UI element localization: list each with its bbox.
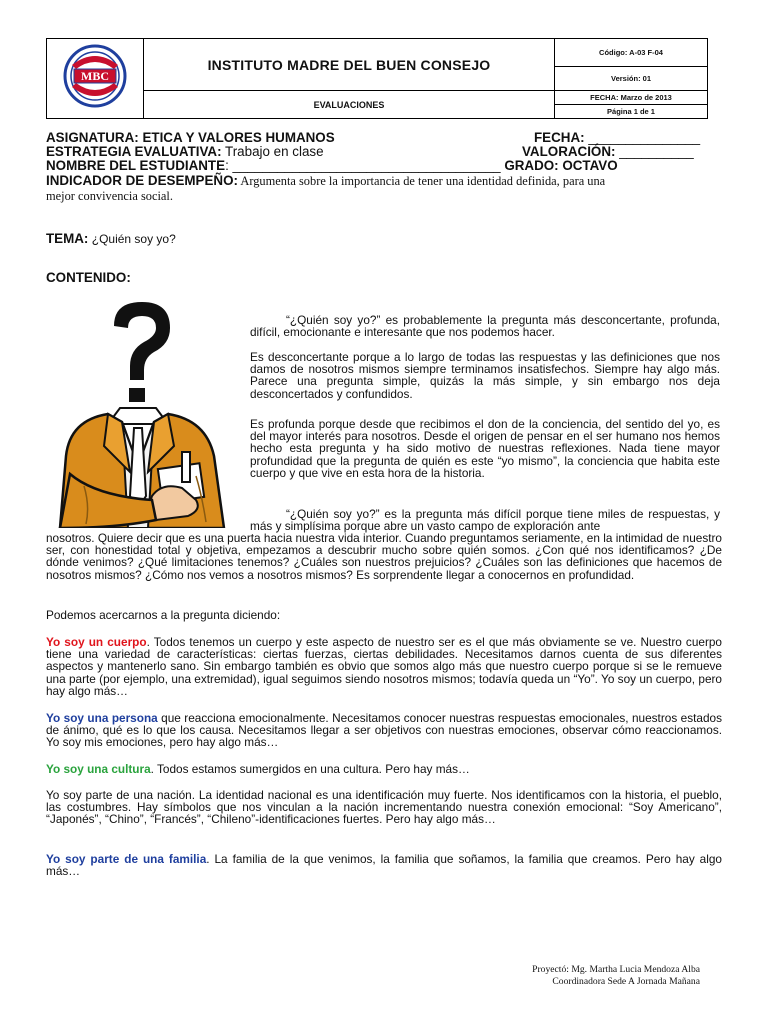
topic-value: ¿Quién soy yo? [88, 232, 176, 246]
date-label: FECHA: [534, 130, 585, 145]
student-name-line[interactable]: : ____________________________________ [225, 158, 501, 173]
question-head-illustration [56, 296, 236, 528]
coordinator-line: Coordinadora Sede A Jornada Mañana [552, 976, 700, 987]
paragraph-persona [46, 712, 722, 749]
grade-value-line[interactable]: __________ [615, 144, 694, 159]
paragraph-desconcertante: Es desconcertante porque a lo largo de todas las respuestas y las definiciones que nos damos de nosotros mismos siempre terminamos insatisfechos. Siempre hay algo más. Parece una pregunta simple, quizás la más simple, y sin embargo nos deja desconcertados y confundidos. [250, 350, 720, 401]
paragraph-puerta: nosotros. Quiere decir que es una puerta hacia nuestra vida interior. Cuando preguntamos seriamente, en la intimidad de nuestro ser, con honestidad total y objetiva, empezamos a descubrir mucho sobre quién somos. ¿Con qué nos identificamos? ¿De dónde venimos? ¿Qué limitaciones tenemos? ¿Cuáles son nuestros prejuicios? ¿Cuáles son las definiciones que hacemos de nosotros mismos? ¿Cómo nos vemos a nosotros mismos? Es sorprendente llegar a conocernos en profundidad. [46, 531, 722, 582]
subject-row [46, 131, 722, 145]
strategy-value: Trabajo en clase [221, 144, 324, 159]
indicator-text-continued: mejor convivencia social. [46, 189, 173, 203]
subject-label: ASIGNATURA: ETICA Y VALORES HUMANOS [46, 130, 335, 145]
strategy-label: ESTRATEGIA EVALUATIVA: [46, 144, 222, 159]
persona-text: que reacciona emocionalmente. Necesitamos conocer nuestras respuestas emocionales, nuestros estados de ánimo, qué es lo que los causa. Necesitamos llegar a ser objetivos con nuestras emociones, observar cómo reaccionamos. Yo soy mis emociones, pero hay algo más… [46, 711, 722, 750]
grade-value-label: VALORACIÓN: [522, 144, 616, 159]
grade-label: GRADO: OCTAVO [500, 158, 618, 173]
paragraph-acercarnos: Podemos acercarnos a la pregunta diciendo: [46, 608, 281, 622]
grade-field [522, 145, 694, 159]
familia-lead: Yo soy parte de una familia [46, 852, 207, 866]
paragraph-cultura [46, 763, 722, 775]
familia-text: . La familia de la que venimos, la familia que soñamos, la familia que creamos. Pero hay algo más… [46, 852, 722, 879]
student-label: NOMBRE DEL ESTUDIANTE [46, 158, 226, 173]
author-line: Proyectó: Mg. Martha Lucia Mendoza Alba [532, 964, 700, 975]
institution-logo [56, 43, 134, 109]
paragraph-intro: “¿Quién soy yo?” es probablemente la pregunta más desconcertante, profunda, difícil, emocionante e interesante que nos podemos hacer. [250, 313, 720, 340]
persona-lead: Yo soy una persona [46, 711, 158, 725]
content-heading: CONTENIDO: [46, 270, 131, 285]
paragraph-familia [46, 853, 722, 877]
institution-title: INSTITUTO MADRE DEL BUEN CONSEJO [144, 39, 555, 91]
cultura-text: . Todos estamos sumergidos en una cultura. Pero hay más… [150, 762, 470, 776]
code-cell: Código: A-03 F-04 [555, 39, 708, 67]
date-line[interactable]: _______________ [584, 130, 701, 145]
date-field [534, 131, 700, 145]
indicator-text: Argumenta sobre la importancia de tener una identidad definida, para una [237, 174, 606, 188]
page-cell: Página 1 de 1 [607, 107, 655, 116]
indicator-label: INDICADOR DE DESEMPEÑO: [46, 173, 238, 188]
cuerpo-text: . Todos tenemos un cuerpo y este aspecto de nuestro ser es el que más obviamente se ve. Nuestro cuerpo tiene una variedad de características: ciertas fuerzas, ciertas debilidades. Necesitamos darnos cuenta de sus diferentes aspectos y mantenerlo sano. Sin embargo también es obvio que somos algo más que nuestro cuerpo porque si se le remueve una parte (por ejemplo, una extremidad), igual seguimos siendo nosotros mismos; todavía queda un “Yo”. Yo soy un cuerpo, pero hay algo más… [46, 635, 722, 698]
logo-text: MBC [81, 69, 109, 83]
strategy-row [46, 145, 722, 159]
version-cell: Versión: 01 [555, 67, 708, 91]
cuerpo-lead: Yo soy un cuerpo [46, 635, 147, 649]
student-row [46, 159, 722, 173]
paragraph-dificil: “¿Quién soy yo?” es la pregunta más difícil porque tiene miles de respuestas, y más y simplísima porque abre un vasto campo de exploración ante [250, 507, 720, 534]
paragraph-cuerpo [46, 636, 722, 697]
indicator-row [46, 174, 722, 188]
paragraph-nacion: Yo soy parte de una nación. La identidad nacional es una identificación muy fuerte. Nos identificamos con la historia, el pueblo, las costumbres. Hay símbolos que nos vinculan a la nación incrementando nuestra conexión emocional: “Soy Americano”, “Japonés”, “Chino”, “Francés”, “Chileno”-identificaciones fuertes. Pero hay algo más… [46, 788, 722, 827]
date-cell: FECHA: Marzo de 2013 [555, 91, 707, 105]
topic-row [46, 232, 722, 246]
evaluations-subtitle: EVALUACIONES [144, 91, 555, 119]
logo-cell [47, 39, 144, 119]
cultura-lead: Yo soy una cultura [46, 762, 151, 776]
date-page-cell [555, 91, 708, 119]
paragraph-profunda: Es profunda porque desde que recibimos el don de la conciencia, del sentido del yo, es del mayor interés para nosotros. Desde el origen de pensar en el ser humano nos hemos hecho esta pregunta y ha sido motivo de nuestras reflexiones. Nada tiene mayor profundidad que la pregunta de quién es este “yo mismo”, la conciencia que habita este cuerpo y que vive en esta hora de la historia. [250, 417, 720, 480]
topic-label: TEMA: [46, 231, 89, 246]
document-header [46, 38, 708, 119]
